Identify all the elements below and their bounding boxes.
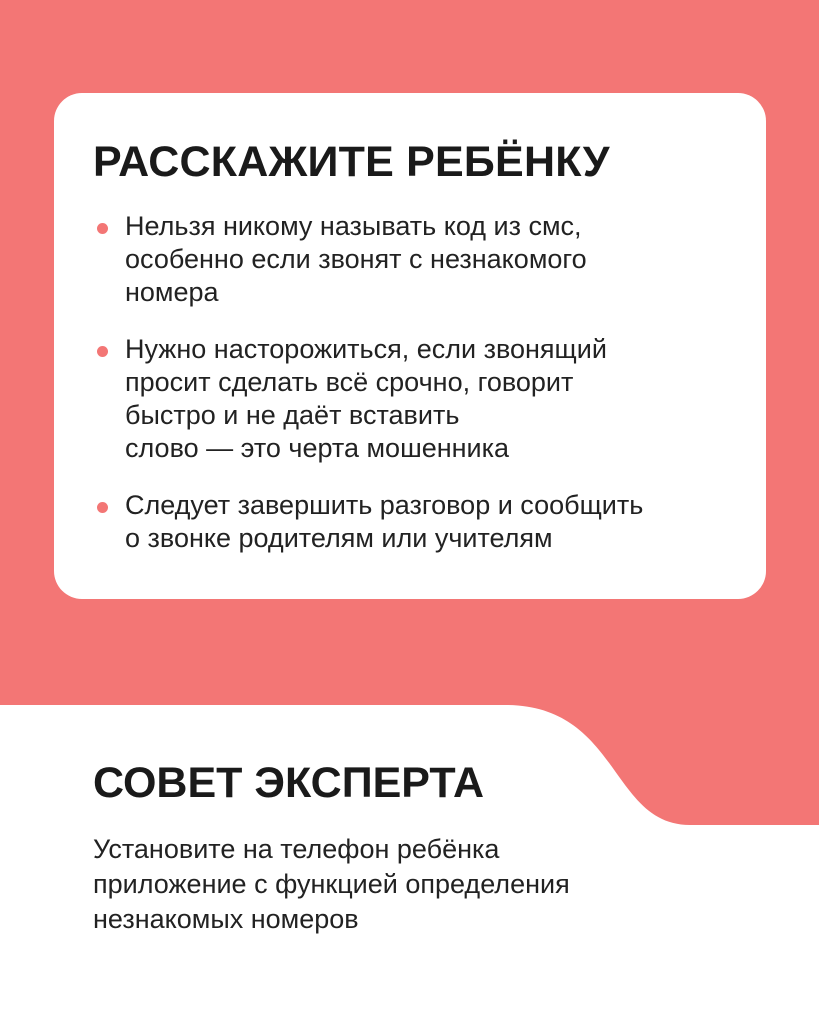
expert-line: приложение с функцией определения	[93, 869, 570, 899]
tell-child-card	[54, 93, 766, 599]
card-title: РАССКАЖИТЕ РЕБЁНКУ	[93, 138, 610, 186]
item-line: о звонке родителям или учителям	[125, 523, 553, 553]
bullet-dot-icon	[97, 223, 108, 234]
list-item	[94, 489, 734, 555]
item-line: номера	[125, 277, 219, 307]
expert-line: Установите на телефон ребёнка	[93, 834, 500, 864]
list-item	[94, 333, 734, 465]
advice-list	[94, 210, 734, 555]
expert-line: незнакомых номеров	[93, 904, 359, 934]
item-line: просит сделать всё срочно, говорит	[125, 367, 574, 397]
expert-advice-title: СОВЕТ ЭКСПЕРТА	[93, 759, 485, 807]
bullet-dot-icon	[97, 346, 108, 357]
bullet-dot-icon	[97, 502, 108, 513]
expert-advice-text	[93, 832, 733, 937]
item-line: Нельзя никому называть код из смс,	[125, 211, 582, 241]
item-line: Нужно насторожиться, если звонящий	[125, 334, 607, 364]
item-line: слово — это черта мошенника	[125, 433, 510, 463]
list-item	[94, 210, 734, 309]
item-line: Следует завершить разговор и сообщить	[125, 490, 644, 520]
item-line: быстро и не даёт вставить	[125, 400, 460, 430]
item-line: особенно если звонят с незнакомого	[125, 244, 587, 274]
